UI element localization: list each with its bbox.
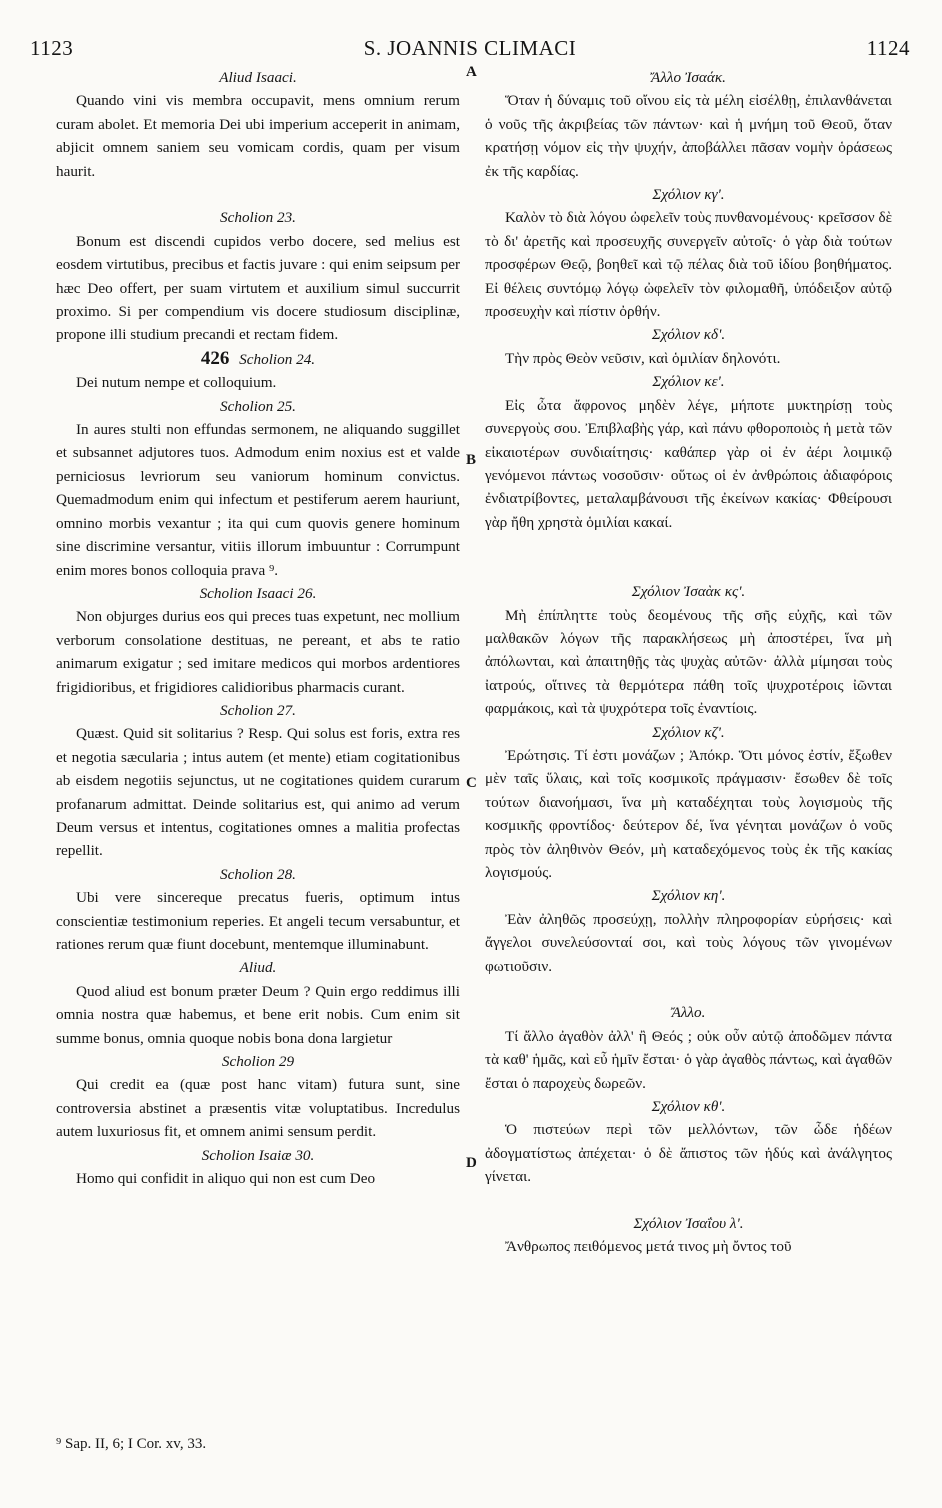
section-title: Scholion 28.: [220, 865, 296, 883]
spacer: [485, 978, 892, 1001]
section-text: Εἰς ὦτα ἄφρονος μηδὲν λέγε, μήποτε μυκτηρίσῃ τοὺς συνεργοὺς σου. Ἐπιβλαβὴς γάρ, καὶ πάνυ φθοροποιὸς ἡ μετὰ τῶν εἰκαιοτέρων συνδιαίτησις· καθάπερ γὰρ οἱ ἐν ἀέρι λοιμικῷ γενόμενοι πάντως νοσοῦσιν· οὕτως οἱ ἐν ἀνθρώποις ἀδιαφόροις ἐνδιατρίβοντες, μεταλαμβάνουσι τῆς ἐκείνων κακίας· Φθείρουσι γὰρ ἤθη χρηστὰ ὁμιλίαι κακαί.: [485, 396, 892, 531]
section-text: Ἐρώτησις. Τί ἐστι μονάζων ; Ἀπόκρ. Ὅτι μόνος ἐστίν, ἔξωθεν μὲν ταῖς ὕλαις, καὶ τοῖς κοσμικοῖς πράγμασιν· ἔσωθεν δὲ τοῖς τούτων διανοήμασι, ἵνα μὴ καταδέχηται τοὺς λογισμοὺς τῆς κοσμικῆς φροντίδος· δεύτερον δέ, ἵνα γένηται μονάζων ὁ νοῦς πρὸς τὸν ἀληθινὸν Θεόν, μὴ καταδεχόμενος τοὺς ἐκ τῆς κακίας λογισμούς.: [485, 746, 892, 881]
section-title-text: Scholion 24.: [239, 350, 316, 368]
running-title: S. JOANNIS CLIMACI: [363, 36, 577, 60]
section-title: Scholion Isaiæ 30.: [201, 1146, 315, 1164]
section-title: Scholion Isaaci 26.: [199, 584, 317, 602]
section-title: Aliud Isaaci.: [219, 69, 297, 86]
section-title: Σχόλιον κδ'.: [651, 326, 726, 344]
section-text: Καλὸν τὸ διὰ λόγου ὠφελεῖν τοὺς πυνθανομένους· κρεῖσσον δὲ τὸ δι' ἀρετῆς καὶ προσευχῆς συνεργεῖν αὐτοῖς· ὁ γὰρ διὰ τούτων προσφέρων Θεῷ, βοηθεῖ καὶ τῷ πέλας διὰ τοῦ ἰδίου βοηθήματος. Εἰ θέλεις συντόμῳ λόγῳ ὠφελεῖν τὸν φιλομαθῆ, ὑπόδειξον αὐτῷ προσευχὴν καὶ πίστιν ὀρθήν.: [485, 209, 892, 321]
section-title: Aliud.: [239, 959, 277, 977]
section-title-with-column-number: [56, 347, 460, 371]
section-text: Ubi vere sincereque precatus fueris, optimum intus conscientiæ testimonium reperies. Et angeli tecum versabuntur, et rationes rerum quæ fiunt docebunt, mentemque illuminabunt.: [56, 889, 460, 954]
section-text: Homo qui confidit in aliquo qui non est cum Deo: [76, 1170, 376, 1188]
section-title: Σχόλιον κζ'.: [652, 723, 725, 741]
section-text: Quando vini vis membra occupavit, mens omnium rerum curam abolet. Et memoria Dei ubi imperium acceperit in animam, abjicit omnem saniem seu vomicam cordis, quam per visum haurit.: [56, 92, 460, 180]
column-number: 426: [200, 347, 230, 369]
section-title: Ἄλλο Ἰσαάκ.: [651, 69, 726, 86]
section-text: Dei nutum nempe et colloquium.: [76, 374, 277, 392]
marginal-letter-c: C: [466, 775, 477, 791]
section-text: Qui credit ea (quæ post hanc vitam) futura sunt, sine controversia abstinet a præsentis vitæ voluptatibus. Incredulus autem luxuriosus fit, et omnem animi sensum perdit.: [56, 1076, 460, 1141]
section-title: Σχόλιον κε'.: [652, 373, 725, 391]
marginal-letter-d: D: [466, 1155, 477, 1171]
running-header: [30, 36, 910, 64]
page-number-left: 1123: [30, 36, 74, 60]
page-number-right: 1124: [866, 36, 910, 60]
greek-column: [485, 66, 892, 1259]
section-title: Σχόλιον Ἰσαὰκ κς'.: [631, 583, 746, 601]
marginal-letter-a: A: [466, 64, 477, 80]
section-title: Ἄλλο.: [671, 1004, 706, 1022]
section-text: Bonum est discendi cupidos verbo docere, sed melius est eosdem virtutibus, precibus et factis juvare : qui enim seipsum per hæc Deo offert, per suam virtutem et auxilium simul succurrit proximo. Si per compendium vis docere studiosum disciplinæ, propone illi studium precandi et rectam fidem.: [56, 232, 460, 344]
section-text: Ἄνθρωπος πειθόμενος μετά τινος μὴ ὄντος τοῦ: [505, 1238, 792, 1256]
section-text: Τὴν πρὸς Θεὸν νεῦσιν, καὶ ὁμιλίαν δηλονότι.: [505, 349, 781, 367]
marginal-letter-b: B: [466, 452, 477, 468]
section-title: Σχόλιον κγ'.: [652, 186, 725, 204]
section-text: Non objurges durius eos qui preces tuas expetunt, nec mollium verborum consolatione destituas, ne pereant, et abs te ratio animarum exigatur ; sed imitare medicos qui morbos ardentiores frigidioribus, et frigidiores calidioribus pharmacis curant.: [56, 608, 460, 696]
section-title: Scholion 25.: [220, 397, 296, 415]
section-text: In aures stulti non effundas sermonem, ne aliquando suggillet et subsannet adjutores tuos. Admodum enim noxius est et valde perniciosus levriorum seu vaniorum hominum convictus. Quemadmodum enim qui infectum et pestiferum aerem hauriunt, omnino morbis vexantur ; ita qui cum quovis genere hominum sine discrimine versantur, vitiis illorum imbuuntur : Corrumpunt enim mores bonos colloquia prava ⁹.: [56, 421, 460, 579]
section-text: Τί ἄλλο ἀγαθὸν ἀλλ' ἢ Θεός ; οὐκ οὖν αὐτῷ ἀποδῶμεν πάντα τὰ καθ' ἡμᾶς, καὶ εὖ ἡμῖν ἔσται· ὁ γὰρ ἀγαθὸς πάντως, καὶ ἀγαθῶν ἔσται ὁ παροχεὺς δωρεῶν.: [485, 1027, 892, 1092]
section-text: Μὴ ἐπίπληττε τοὺς δεομένους τῆς σῆς εὐχῆς, καὶ τῶν μαλθακῶν λόγων τῆς παρακλήσεως μὴ ἀποστέρει, ἵνα μὴ ἀπόλωνται, καὶ ἀπαιτηθῇς τὰς ψυχὰς αὐτῶν· ἀλλὰ μίμησαι τοὺς ἰατρούς, οἵτινες τὰ θερμότερα πάθη τοῖς ψυχροτέροις ἰῶνται φαρμάκοις, καὶ τὰ ψυχρότερα τοῖς ἐναντίοις.: [485, 606, 892, 718]
section-text: Quæst. Quid sit solitarius ? Resp. Qui solus est foris, extra res et negotia sæcularia ; intus autem (et mente) etiam cogitationibus ab eisdem negotiis sejunctus, ut ne cogitationes quidem curarum profanarum admittat. Deinde solitarius est, qui animo ad verum Deum versus et intentus, cogitationes omnes a malitia profectas repellit.: [56, 725, 460, 860]
section-text: Ὅταν ἡ δύναμις τοῦ οἴνου εἰς τὰ μέλη εἰσέλθῃ, ἐπιλανθάνεται ὁ νοῦς τῆς ἀκριβείας τῶν πάντων· καὶ ἡ μνήμη τοῦ Θεοῦ, ὅταν κρατήσῃ νόμον εἰς τὴν ψυχήν, ἀποβάλλει πᾶσαν νομὴν ὁράσεως ἐκ τῆς καρδίας.: [485, 92, 892, 180]
section-title: Scholion 29: [221, 1053, 295, 1071]
section-title: Scholion 23.: [220, 209, 296, 227]
latin-column: [56, 66, 460, 1190]
spacer: [56, 183, 460, 206]
section-text: Ἐὰν ἀληθῶς προσεύχῃ, πολλὴν πληροφορίαν εὑρήσεις· καὶ ἄγγελοι συνελεύσονταί σοι, καὶ τοὺς λόγους τῶν γινομένων φωτιοῦσιν.: [485, 910, 892, 975]
footnote: ⁹ Sap. II, 6; I Cor. xv, 33.: [56, 1436, 207, 1452]
section-title: Σχόλιον κη'.: [651, 887, 726, 905]
spacer: [485, 1189, 892, 1212]
section-text: Quod aliud est bonum præter Deum ? Quin ergo reddimus illi omnia nostra quæ habemus, et bene erit nobis. Cum enim sit summe bonus, omnia quoque nobis bona dona largietur: [56, 982, 460, 1047]
spacer: [485, 534, 892, 580]
section-title: Σχόλιον Ἰσαΐου λ'.: [633, 1215, 744, 1233]
section-title: Scholion 27.: [220, 701, 296, 719]
section-title: Σχόλιον κθ'.: [651, 1098, 726, 1116]
section-text: Ὁ πιστεύων περὶ τῶν μελλόντων, τῶν ὧδε ἡδέων ἀδογματίστως ἀπέχεται· ὁ δὲ ἄπιστος τῶν ἡδύς καὶ ἀνάλγητος γίνεται.: [485, 1121, 892, 1186]
